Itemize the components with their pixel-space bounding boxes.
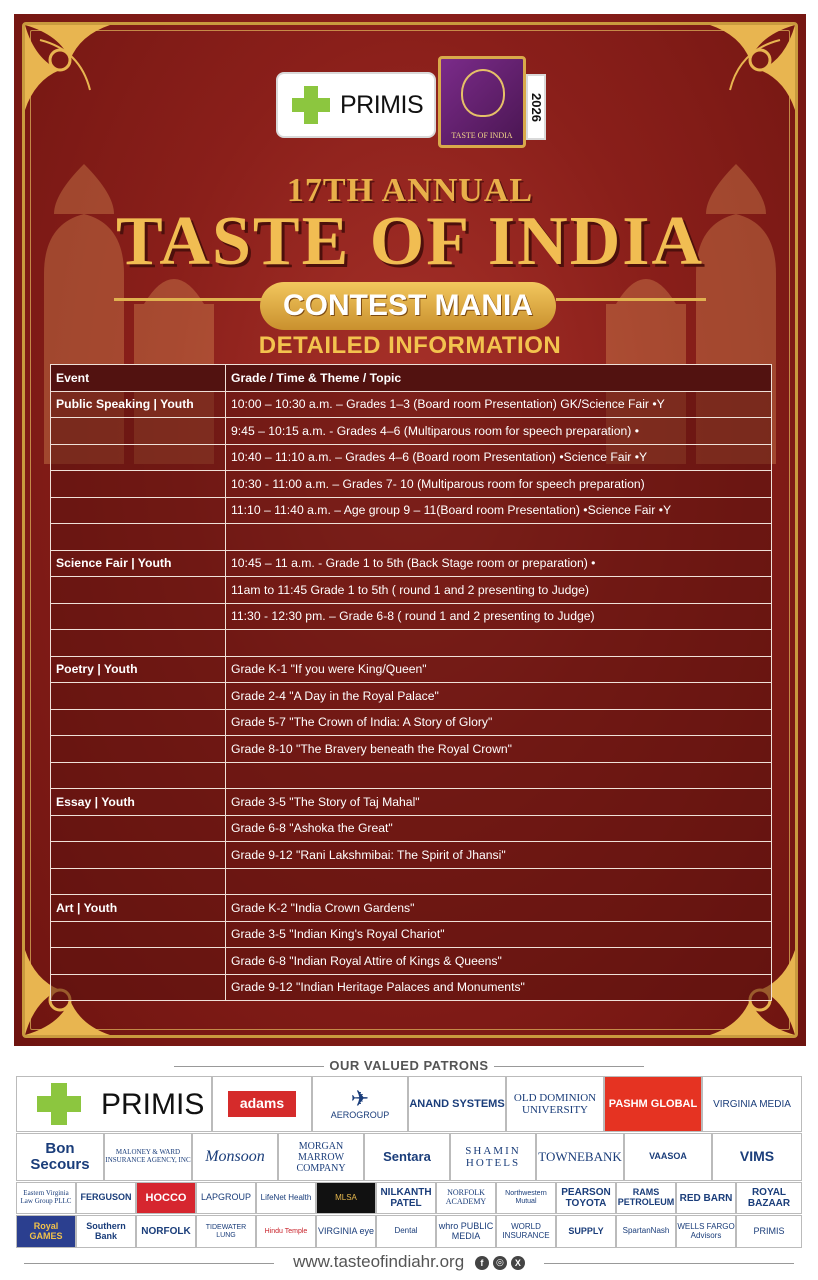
detail-cell: Grade 6-8 "Indian Royal Attire of Kings & Queens" [226, 948, 772, 975]
detail-cell: 11am to 11:45 Grade 1 to 5th ( round 1 and 2 presenting to Judge) [226, 577, 772, 604]
detail-cell: Grade 9-12 "Rani Lakshmibai: The Spirit of Jhansi" [226, 842, 772, 869]
detail-cell: 11:30 - 12:30 pm. – Grade 6-8 ( round 1 and 2 presenting to Judge) [226, 603, 772, 630]
event-cell [51, 471, 226, 498]
event-cell [51, 974, 226, 1001]
schedule-table [50, 364, 772, 1001]
table-row [51, 391, 772, 418]
event-cell [51, 762, 226, 789]
patron-logo-adams: adams [212, 1076, 312, 1132]
table-row [51, 948, 772, 975]
detail-cell: Grade 3-5 "Indian King's Royal Chariot" [226, 921, 772, 948]
patron-logo-bon-secours: Bon Secours [16, 1133, 104, 1181]
patron-logo-pearson: PEARSON TOYOTA [556, 1182, 616, 1214]
patron-logo-spartannash: SpartanNash [616, 1215, 676, 1248]
table-header-row [51, 365, 772, 392]
detail-cell: Grade 6-8 "Ashoka the Great" [226, 815, 772, 842]
footer [0, 1252, 818, 1272]
table-row [51, 577, 772, 604]
instagram-icon[interactable]: ◎ [493, 1256, 507, 1270]
primis-logo-text: PRIMIS [340, 90, 424, 119]
patron-logo-vaasoa: VAASOA [624, 1133, 712, 1181]
detail-cell: Grade 3-5 "The Story of Taj Mahal" [226, 789, 772, 816]
event-cell [51, 683, 226, 710]
table-row [51, 895, 772, 922]
event-cell: Science Fair | Youth [51, 550, 226, 577]
table-row [51, 868, 772, 895]
patron-logo-primis: PRIMIS [16, 1076, 212, 1132]
patron-logo-rams: RAMS PETROLEUM [616, 1182, 676, 1214]
patron-logo-lifenet: LifeNet Health [256, 1182, 316, 1214]
detail-cell: Grade 2-4 "A Day in the Royal Palace" [226, 683, 772, 710]
patron-logo-mlsa: MLSA [316, 1182, 376, 1214]
table-row [51, 471, 772, 498]
patron-logo-southern-bank: Southern Bank [76, 1215, 136, 1248]
detail-cell: Grade 5-7 "The Crown of India: A Story of Glory" [226, 709, 772, 736]
header-detail: Grade / Time & Theme / Topic [226, 365, 772, 392]
patron-logo-supply: SUPPLY [556, 1215, 616, 1248]
divider-right [556, 298, 706, 301]
annual-heading: 17TH ANNUAL [286, 172, 534, 209]
event-cell [51, 921, 226, 948]
table-row [51, 444, 772, 471]
table-row [51, 921, 772, 948]
dancer-emblem-icon [461, 69, 505, 117]
contest-mania-banner: CONTEST MANIA [260, 282, 556, 330]
detail-cell: 10:00 – 10:30 a.m. – Grades 1–3 (Board room Presentation) GK/Science Fair •Y [226, 391, 772, 418]
patron-logo-anand: ANAND SYSTEMS [408, 1076, 506, 1132]
patron-logo-hocco: HOCCO [136, 1182, 196, 1214]
patron-logo-royal-bazaar: ROYAL BAZAAR [736, 1182, 802, 1214]
event-cell [51, 577, 226, 604]
detail-cell [226, 762, 772, 789]
table-row [51, 418, 772, 445]
patron-logo-royal-games: Royal GAMES [16, 1215, 76, 1248]
patron-logo-norfolk: NORFOLK [136, 1215, 196, 1248]
badge-text: TASTE OF INDIA [451, 131, 513, 140]
poster-title: TASTE OF INDIA [115, 203, 705, 280]
event-poster [14, 14, 806, 1046]
detail-cell: Grade K-2 "India Crown Gardens" [226, 895, 772, 922]
detail-cell [226, 630, 772, 657]
patron-logo-shamin: SHAMIN HOTELS [450, 1133, 536, 1181]
event-cell [51, 524, 226, 551]
patron-logo-townebank: TOWNEBANK [536, 1133, 624, 1181]
table-row [51, 842, 772, 869]
table-row [51, 815, 772, 842]
event-cell: Public Speaking | Youth [51, 391, 226, 418]
table-row [51, 789, 772, 816]
detail-cell: 11:10 – 11:40 a.m. – Age group 9 – 11(Board room Presentation) •Science Fair •Y [226, 497, 772, 524]
table-row [51, 709, 772, 736]
table-row [51, 974, 772, 1001]
patron-logo-nilkanth: NILKANTH PATEL [376, 1182, 436, 1214]
taste-of-india-badge [438, 56, 526, 148]
event-cell [51, 709, 226, 736]
patron-logo-lapgroup: LAPGROUP [196, 1182, 256, 1214]
facebook-icon[interactable]: f [475, 1256, 489, 1270]
event-cell [51, 444, 226, 471]
table-row [51, 497, 772, 524]
event-cell [51, 842, 226, 869]
event-cell [51, 815, 226, 842]
event-cell [51, 603, 226, 630]
table-row [51, 736, 772, 763]
event-cell [51, 497, 226, 524]
patron-logo-wells-fargo: WELLS FARGO Advisors [676, 1215, 736, 1248]
table-row [51, 630, 772, 657]
patron-logo-dental: Dental [376, 1215, 436, 1248]
patron-logo-whro: whro PUBLIC MEDIA [436, 1215, 496, 1248]
patron-logo-maloney: MALONEY & WARD INSURANCE AGENCY, INC [104, 1133, 192, 1181]
patron-logo-virginia-media: VIRGINIA MEDIA [702, 1076, 802, 1132]
divider-left [114, 298, 264, 301]
patron-logo-virginia-eye: VIRGINIA eye [316, 1215, 376, 1248]
detail-cell: 10:45 – 11 a.m. - Grade 1 to 5th (Back Stage room or preparation) • [226, 550, 772, 577]
patron-logo-tidewater-lung: TIDEWATER LUNG [196, 1215, 256, 1248]
detail-cell: 10:30 - 11:00 a.m. – Grades 7- 10 (Multiparous room for speech preparation) [226, 471, 772, 498]
primis-logo [276, 72, 436, 138]
detail-cell: 10:40 – 11:10 a.m. – Grades 4–6 (Board room Presentation) •Science Fair •Y [226, 444, 772, 471]
detail-cell [226, 524, 772, 551]
patron-row-2 [16, 1133, 802, 1181]
patron-logo-sentara: Sentara [364, 1133, 450, 1181]
patron-logo-ferguson: FERGUSON [76, 1182, 136, 1214]
primis-plus-icon [31, 1081, 87, 1127]
patron-logo-aerogroup: ✈ AEROGROUP [312, 1076, 408, 1132]
patron-logo-morgan-marrow: MORGAN MARROW COMPANY [278, 1133, 364, 1181]
event-cell [51, 868, 226, 895]
corner-ornament-icon [680, 20, 800, 140]
header-event: Event [51, 365, 226, 392]
patron-logo-northwestern: Northwestern Mutual [496, 1182, 556, 1214]
detail-cell: Grade 9-12 "Indian Heritage Palaces and Monuments" [226, 974, 772, 1001]
detail-cell: Grade 8-10 "The Bravery beneath the Royal Crown" [226, 736, 772, 763]
table-row [51, 683, 772, 710]
detailed-info-heading: DETAILED INFORMATION [258, 332, 562, 359]
table-row [51, 524, 772, 551]
patron-logo-monsoon: Monsoon [192, 1133, 278, 1181]
patrons-heading: OUR VALUED PATRONS [0, 1058, 818, 1073]
detail-cell [226, 868, 772, 895]
patron-logo-vims: VIMS [712, 1133, 802, 1181]
table-row [51, 762, 772, 789]
patron-logo-odu: OLD DOMINION UNIVERSITY [506, 1076, 604, 1132]
corner-ornament-icon [20, 20, 140, 140]
event-cell: Essay | Youth [51, 789, 226, 816]
detail-cell: 9:45 – 10:15 a.m. - Grades 4–6 (Multiparous room for speech preparation) • [226, 418, 772, 445]
table-row [51, 550, 772, 577]
patron-logo-norfolk-academy: NORFOLK ACADEMY [436, 1182, 496, 1214]
event-cell: Art | Youth [51, 895, 226, 922]
patron-logo-red-barn: RED BARN [676, 1182, 736, 1214]
table-row [51, 603, 772, 630]
website-link[interactable]: www.tasteofindiahr.org [293, 1252, 465, 1271]
year-text: 2026 [528, 92, 544, 122]
patron-row-3 [16, 1182, 802, 1214]
event-cell [51, 630, 226, 657]
event-cell [51, 418, 226, 445]
patron-logo-evlg: Eastern Virginia Law Group PLLC [16, 1182, 76, 1214]
event-cell [51, 736, 226, 763]
table-row [51, 656, 772, 683]
x-twitter-icon[interactable]: X [511, 1256, 525, 1270]
patron-row-4 [16, 1215, 802, 1248]
year-tab [526, 74, 546, 140]
patron-logo-world-insurance: WORLD INSURANCE [496, 1215, 556, 1248]
patron-logo-pashm: PASHM GLOBAL [604, 1076, 702, 1132]
detail-cell: Grade K-1 "If you were King/Queen" [226, 656, 772, 683]
event-cell: Poetry | Youth [51, 656, 226, 683]
primis-plus-icon [288, 82, 334, 128]
event-cell [51, 948, 226, 975]
patron-row-1 [16, 1076, 802, 1132]
social-icons [475, 1256, 525, 1270]
aerogroup-a-icon: ✈ [350, 1085, 370, 1111]
patron-logo-primis-small: PRIMIS [736, 1215, 802, 1248]
patron-logo-hindu-temple: Hindu Temple [256, 1215, 316, 1248]
